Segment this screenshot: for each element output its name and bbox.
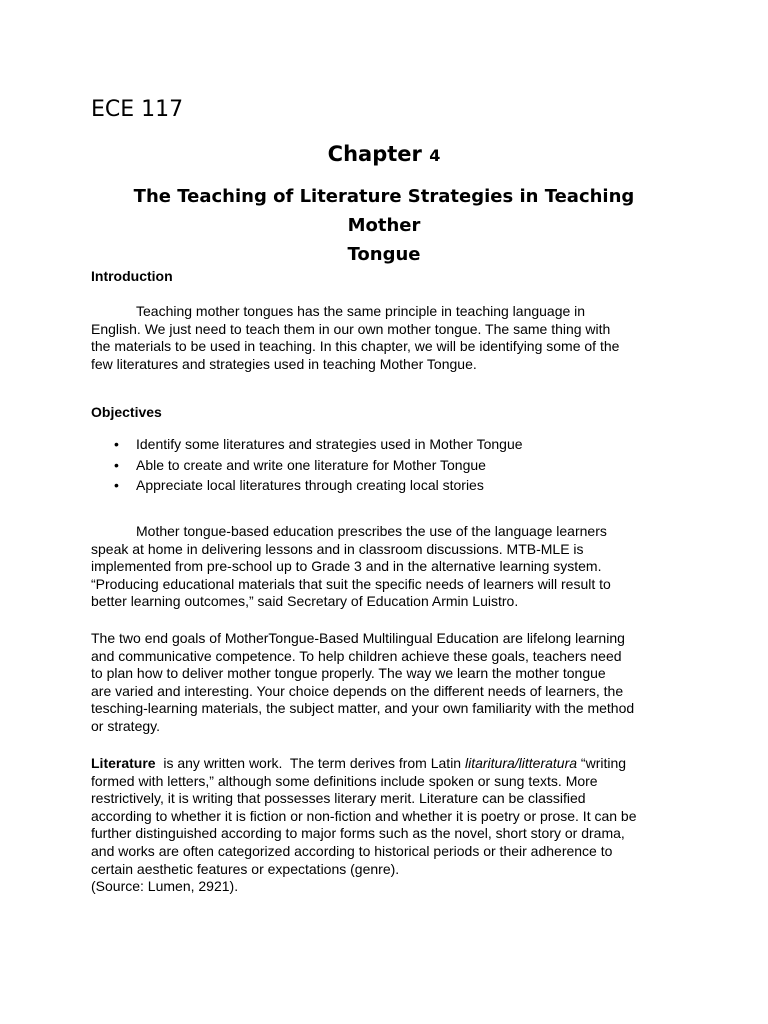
paragraph-line: few literatures and strategies used in teaching Mother Tongue. [91, 355, 477, 372]
bullet-icon: • [114, 456, 119, 473]
objective-text: Able to create and write one literature for Mother Tongue [136, 456, 486, 473]
objectives-heading: Objectives [91, 404, 162, 420]
paragraph-line [91, 755, 691, 773]
goals-paragraph [91, 630, 691, 736]
paragraph-line: “Producing educational materials that suit the specific needs of learners will result to [91, 575, 611, 592]
source-citation: (Source: Lumen, 2921). [91, 878, 239, 895]
paragraph-line: certain aesthetic features or expectations (genre). [91, 860, 400, 877]
paragraph-line: and communicative competence. To help children achieve these goals, teachers need [91, 647, 622, 664]
paragraph-line: implemented from pre-school up to Grade 3 and in the alternative learning system. [91, 558, 602, 575]
literature-text: “writing [577, 755, 627, 771]
paragraph-line: speak at home in delivering lessons and in classroom discussions. MTB-MLE is [91, 540, 584, 557]
bullet-icon: • [114, 477, 119, 493]
introduction-paragraph [91, 303, 691, 373]
objective-item [91, 455, 523, 476]
paragraph-line: better learning outcomes,” said Secretary of Education Armin Luistro. [91, 593, 519, 610]
mtb-paragraph [91, 523, 691, 611]
chapter-title-line: The Teaching of Literature Strategies in Teaching Mother [133, 186, 635, 236]
paragraph-line: are varied and interesting. Your choice depends on the different needs of learners, the [91, 682, 624, 699]
course-code: ECE 117 [91, 97, 184, 122]
paragraph-line: and works are often categorized according to historical periods or their adherence to [91, 842, 613, 859]
paragraph-line: or strategy. [91, 717, 160, 734]
bullet-icon: • [114, 436, 119, 452]
introduction-heading: Introduction [91, 268, 173, 284]
literature-text: is any written work. The term derives from Latin [155, 755, 465, 771]
paragraph-line: Teaching mother tongues has the same principle in teaching language in [136, 303, 586, 319]
chapter-heading [0, 140, 768, 170]
paragraph-line: the materials to be used in teaching. In this chapter, we will be identifying some of the [91, 338, 620, 355]
objective-text: Identify some literatures and strategies used in Mother Tongue [136, 436, 523, 452]
paragraph-line: further distinguished according to major forms such as the novel, short story or drama, [91, 825, 625, 842]
paragraph-line: formed with letters,” although some definitions include spoken or sung texts. More [91, 772, 598, 789]
paragraph-line: English. We just need to teach them in our own mother tongue. The same thing with [91, 320, 611, 337]
chapter-title [100, 182, 668, 269]
literature-term: Literature [91, 755, 156, 771]
paragraph-line: Mother tongue-based education prescribes the use of the language learners [136, 523, 607, 539]
latin-term: litaritura/litteratura [464, 755, 578, 771]
paragraph-line: to plan how to deliver mother tongue properly. The way we learn the mother tongue [91, 665, 606, 682]
paragraph-line: restrictively, it is writing that possesses literary merit. Literature can be classified [91, 790, 586, 807]
chapter-number: 4 [429, 146, 441, 165]
objective-item [91, 475, 523, 496]
paragraph-line: tesching-learning materials, the subject matter, and your own familiarity with the method [91, 700, 635, 717]
chapter-word: Chapter [327, 142, 422, 166]
objectives-list [91, 434, 523, 496]
paragraph-line: The two end goals of MotherTongue-Based Multilingual Education are lifelong learning [91, 630, 625, 646]
chapter-title-line: Tongue [347, 244, 421, 265]
paragraph-line: according to whether it is fiction or non-fiction and whether it is poetry or prose. It can be [91, 807, 637, 824]
objective-item [91, 434, 523, 455]
objective-text: Appreciate local literatures through creating local stories [136, 477, 484, 493]
literature-paragraph [91, 755, 691, 896]
